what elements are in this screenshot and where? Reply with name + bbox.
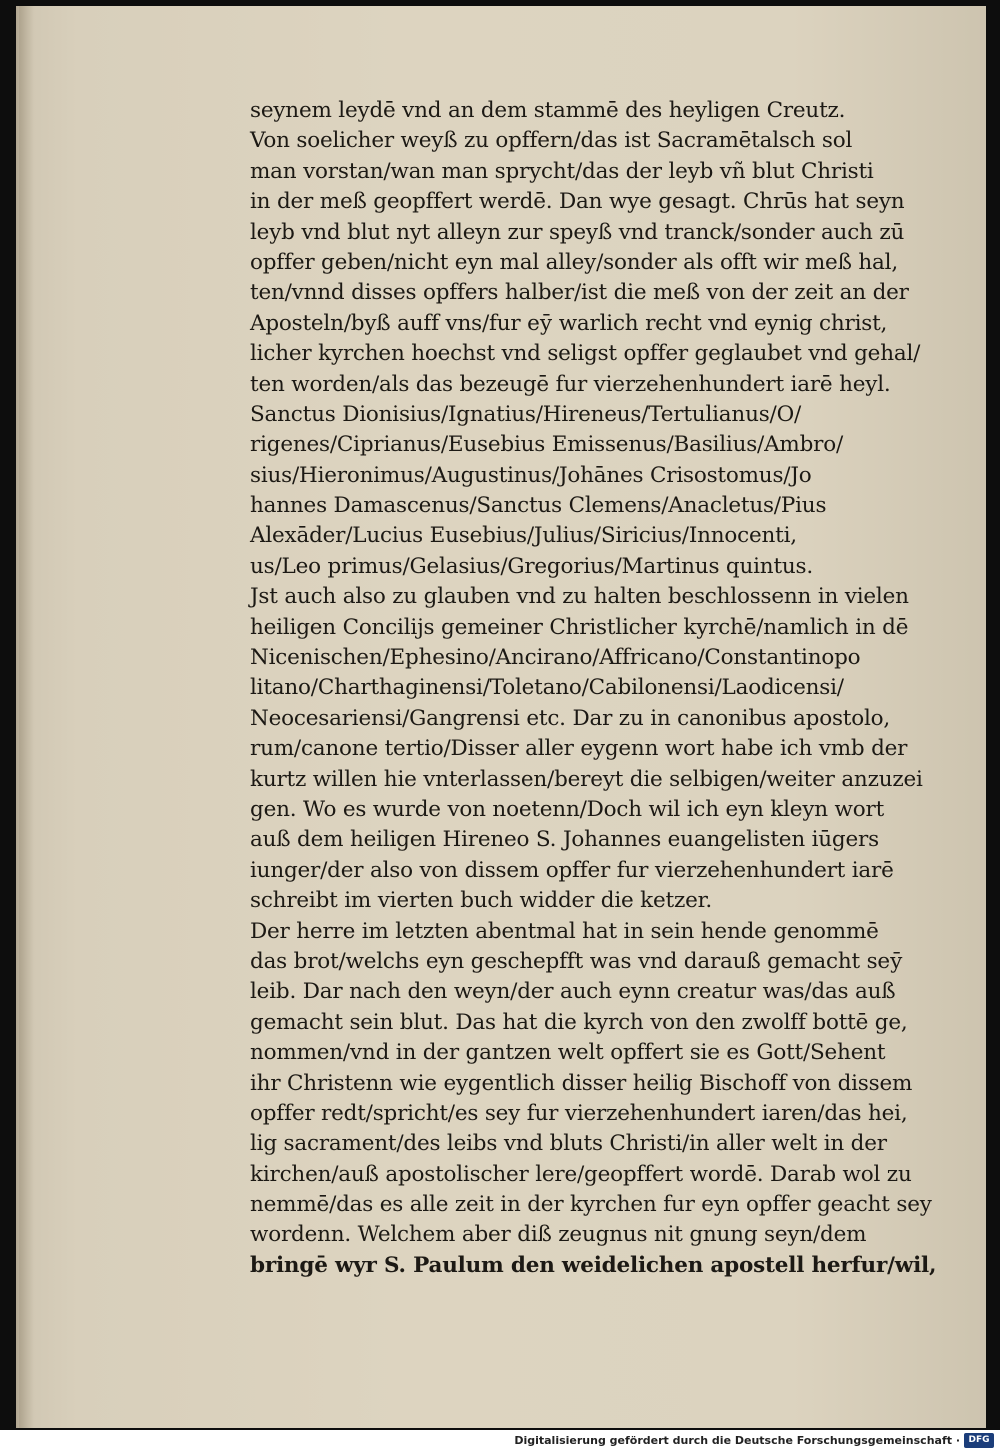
text-line: rum/canone tertio/Disser aller eygenn wort habe ich vmb der <box>250 736 908 762</box>
text-line: das brot/welchs eyn geschepfft was vnd darauß gemacht seӯ <box>250 948 903 974</box>
text-line: nommen/vnd in der gantzen welt opffert sie es Gott/Sehent <box>250 1040 886 1066</box>
text-line: Nicenischen/Ephesino/Ancirano/Affricano/Constantinopo <box>250 645 861 671</box>
text-line: litano/Charthaginensi/Toletano/Cabilonensi/Laodicensi/ <box>250 675 844 701</box>
text-line: gemacht sein blut. Das hat die kyrch von den zwolff bottē ge, <box>250 1009 908 1035</box>
text-line: iunger/der also von dissem opffer fur vierzehenhundert iarē <box>250 857 894 883</box>
text-line: licher kyrchen hoechst vnd seligst opffer geglaubet vnd gehal/ <box>250 341 921 367</box>
text-line: Sanctus Dionisius/Ignatius/Hireneus/Tertulianus/O/ <box>250 401 802 427</box>
text-line: hannes Damascenus/Sanctus Clemens/Anacletus/Pius <box>250 493 827 519</box>
text-line: sius/Hieronimus/Augustinus/Johānes Crisostomus/Jo <box>250 462 812 488</box>
text-line: man vorstan/wan man sprycht/das der leyb vñ blut Christi <box>250 158 874 184</box>
text-line: bringē wyr S. Paulum den weidelichen apostell herfur/wil, <box>250 1252 937 1278</box>
text-line: Aposteln/byß auff vns/fur eӯ warlich recht vnd eynig christ, <box>250 310 888 336</box>
text-line: auß dem heiligen Hireneo S. Johannes euangelisten iūgers <box>250 827 879 853</box>
text-line: wordenn. Welchem aber diß zeugnus nit gnung seyn/dem <box>250 1222 867 1248</box>
text-line: Neocesariensi/Gangrensi etc. Dar zu in canonibus apostolo, <box>250 705 891 731</box>
text-line: kurtz willen hie vnterlassen/bereyt die selbigen/weiter anzuzei <box>250 766 923 792</box>
page-gutter <box>16 6 34 1428</box>
text-line: seynem leydē vnd an dem stammē des heyligen Creutz. <box>250 98 846 123</box>
text-line: leib. Dar nach den weyn/der auch eynn creatur was/das auß <box>250 979 896 1005</box>
text-line: rigenes/Ciprianus/Eusebius Emissenus/Basilius/Ambro/ <box>250 432 844 458</box>
text-line: kirchen/auß apostolischer lere/geopffert wordē. Darab wol zu <box>250 1161 912 1187</box>
text-line: leyb vnd blut nyt alleyn zur speyß vnd tranck/sonder auch zū <box>250 219 905 245</box>
text-line: opffer redt/spricht/es sey fur vierzehenhundert iaren/das hei, <box>250 1100 908 1126</box>
text-line: us/Leo primus/Gelasius/Gregorius/Martinus quintus. <box>250 553 813 579</box>
footer-bar <box>0 1430 1000 1452</box>
text-line: in der meß geopffert werdē. Dan wye gesagt. Chrūs hat seyn <box>250 189 905 215</box>
text-line: ten/vnnd disses opffers halber/ist die meß von der zeit an der <box>250 280 909 306</box>
text-line: schreibt im vierten buch widder die ketzer. <box>250 888 712 914</box>
funding-credit: Digitalisierung gefördert durch die Deutsche Forschungsgemeinschaft · <box>514 1434 960 1447</box>
text-line: ihr Christenn wie eygentlich disser heilig Bischoff von dissem <box>250 1070 913 1096</box>
text-line: lig sacrament/des leibs vnd bluts Christi/in aller welt in der <box>250 1131 887 1157</box>
text-line: Alexāder/Lucius Eusebius/Julius/Siricius/Innocenti, <box>250 523 797 549</box>
text-line: opffer geben/nicht eyn mal alley/sonder als offt wir meß hal, <box>250 249 898 275</box>
text-line: gen. Wo es wurde von noetenn/Doch wil ich eyn kleyn wort <box>250 796 885 822</box>
text-line: Jst auch also zu glauben vnd zu halten beschlossenn in vielen <box>250 584 909 610</box>
text-line: heiligen Concilijs gemeiner Christlicher kyrchē/namlich in dē <box>250 614 909 640</box>
text-line: nemmē/das es alle zeit in der kyrchen fur eyn opffer geacht sey <box>250 1192 932 1218</box>
page-text <box>250 96 972 1281</box>
dfg-logo: DFG <box>964 1433 994 1448</box>
text-line: ten worden/als das bezeugē fur vierzehenhundert iarē heyl. <box>250 371 891 397</box>
text-line: Von soelicher weyß zu opffern/das ist Sacramētalsch sol <box>250 128 853 154</box>
text-line: Der herre im letzten abentmal hat in sein hende genommē <box>250 918 879 944</box>
